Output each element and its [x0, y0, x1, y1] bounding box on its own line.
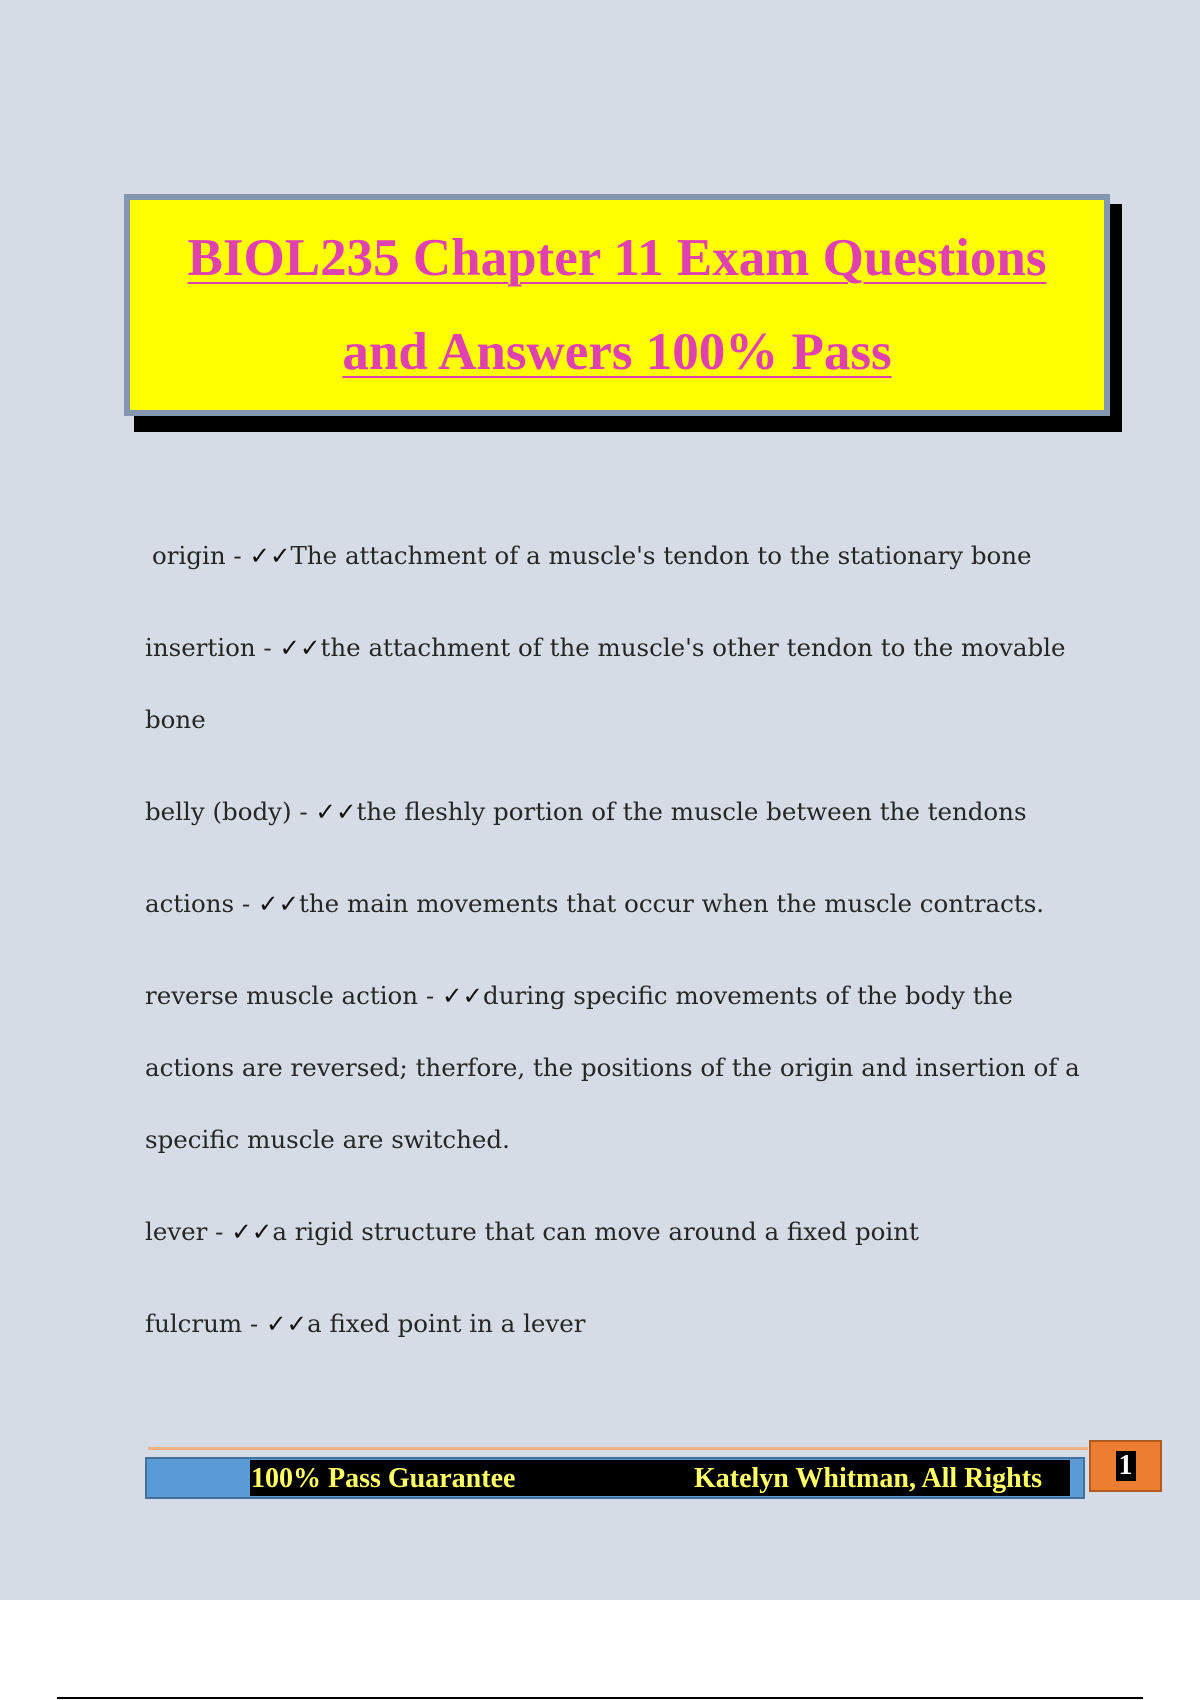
- entry-definition: a rigid structure that can move around a fixed point: [272, 1217, 919, 1246]
- qa-entry-origin: origin - ✓✓The attachment of a muscle's tendon to the stationary bone: [152, 541, 1032, 570]
- double-check-icon: ✓✓: [231, 1217, 273, 1246]
- entry-definition: The attachment of a muscle's tendon to the stationary bone: [290, 541, 1032, 570]
- qa-entry-belly: belly (body) - ✓✓the fleshly portion of the muscle between the tendons: [145, 797, 1027, 826]
- title-line-2: and Answers 100% Pass: [342, 323, 892, 381]
- double-check-icon: ✓✓: [279, 633, 321, 662]
- qa-entry-insertion: insertion - ✓✓the attachment of the muscle's other tendon to the movable bone: [145, 633, 1066, 734]
- double-check-icon: ✓✓: [266, 1309, 308, 1338]
- title-line-1: BIOL235 Chapter 11 Exam Questions: [187, 229, 1047, 287]
- entry-term: lever: [145, 1217, 208, 1246]
- qa-entry-actions: actions - ✓✓the main movements that occur when the muscle contracts.: [145, 889, 1045, 918]
- entry-definition: the main movements that occur when the muscle contracts.: [299, 889, 1045, 918]
- page-number-box: [1089, 1440, 1162, 1492]
- entry-term: fulcrum: [145, 1309, 243, 1338]
- page-bottom-divider: [57, 1697, 1143, 1699]
- entry-definition: the attachment of the muscle's other tendon to the movable bone: [145, 633, 1066, 734]
- footer-copyright: Katelyn Whitman, All Rights: [694, 1463, 1042, 1494]
- footer-pass-guarantee: 100% Pass Guarantee: [251, 1463, 516, 1494]
- entry-term: reverse muscle action: [145, 981, 419, 1010]
- double-check-icon: ✓✓: [315, 797, 357, 826]
- footer-divider: [148, 1447, 1088, 1450]
- qa-list: [145, 520, 1085, 1380]
- entry-term: origin: [152, 541, 226, 570]
- qa-entry-reverse-muscle-action: reverse muscle action - ✓✓during specific movements of the body the actions are reversed; therfore, the positions of the origin and insertion of a specific muscle are switched.: [145, 981, 1080, 1154]
- title-box: [124, 194, 1110, 416]
- page-number: 1: [1116, 1451, 1136, 1481]
- entry-definition: during specific movements of the body the actions are reversed; therfore, the positions of the origin and insertion of a specific muscle are switched.: [145, 981, 1080, 1154]
- entry-definition: a fixed point in a lever: [307, 1309, 586, 1338]
- qa-entry-fulcrum: fulcrum - ✓✓a fixed point in a lever: [145, 1309, 586, 1338]
- entry-term: actions: [145, 889, 235, 918]
- entry-term: insertion: [145, 633, 256, 662]
- double-check-icon: ✓✓: [249, 541, 291, 570]
- entry-definition: the fleshly portion of the muscle between the tendons: [356, 797, 1027, 826]
- entry-term: belly (body): [145, 797, 292, 826]
- double-check-icon: ✓✓: [441, 981, 484, 1010]
- double-check-icon: ✓✓: [257, 889, 300, 918]
- qa-entry-lever: lever - ✓✓a rigid structure that can move around a fixed point: [145, 1217, 919, 1246]
